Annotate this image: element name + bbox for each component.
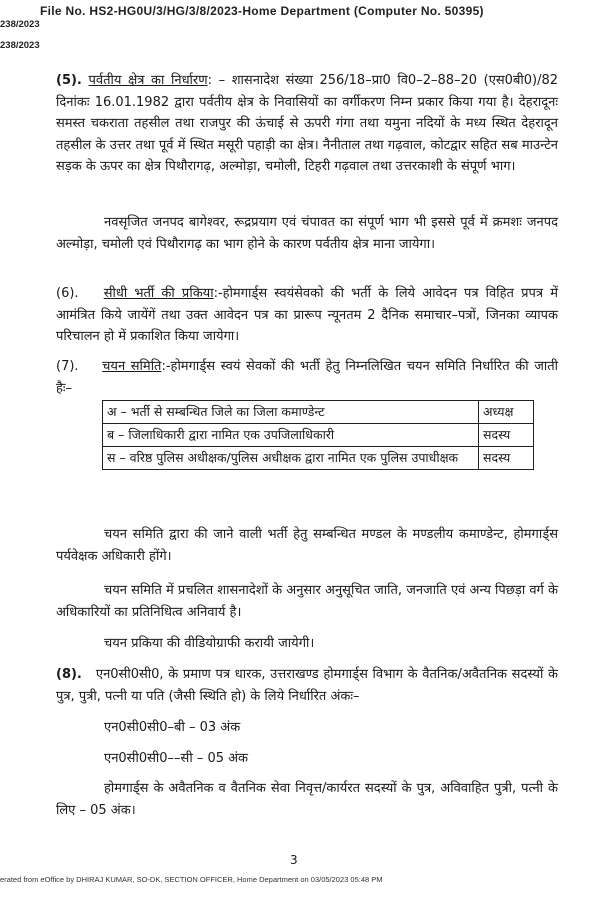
section-8-paragraph (56, 664, 558, 707)
member-cell: स – वरिष्ठ पुलिस अधीक्षक/पुलिस अधीक्षक द्वारा नामित एक पुलिस उपाधीक्षक (103, 447, 479, 470)
role-cell: सदस्य (479, 424, 534, 447)
member-cell: ब – जिलाधिकारी द्वारा नामित एक उपजिलाधिकारी (103, 424, 479, 447)
eoffice-footer: erated from eOffice by DHIRAJ KUMAR, SO-DK, SECTION OFFICER, Home Department on 03/05/2023 05:48 PM (0, 875, 383, 884)
section-8-last-paragraph: होमगार्ड्स के अवैतनिक व वैतनिक सेवा निवृत्त/कार्यरत सदस्यों के पुत्र, अविवाहित पुत्री, पत्नी के लिए – 05 अंक। (56, 781, 558, 818)
side-reference-1: 238/2023 (0, 19, 40, 30)
section-7-note-1: चयन समिति द्वारा की जाने वाली भर्ती हेतु सम्बन्धित मण्डल के मण्डलीय कमाण्डेन्ट, होमगार्ड्स पर्यवेक्षक अधिकारी होंगे। (56, 527, 558, 564)
section-5-paragraph (56, 70, 558, 178)
role-cell: अध्यक्ष (479, 401, 534, 424)
section-6-text: :-होमगार्ड्स स्वयंसेवको की भर्ती के लिये आवेदन पत्र विहित प्रपत्र में आमंत्रित किये जायेंगें तथा उक्त आवेदन पत्र का प्रारूप न्यूनतम 2 दैनिक समाचार–पत्रों, जिनका व्यापक परिचालन हो में प्रकाशित किया जायेगा। (56, 286, 558, 344)
section-6-number: (6). (56, 286, 79, 301)
section-5-paragraph-2: नवसृजित जनपद बागेश्वर, रूद्रप्रयाग एवं चंपावत का संपूर्ण भाग भी इससे पूर्व में क्रमशः जनपद अल्मोड़ा, चमोली एवं पिथौरागढ़ का भाग होने के कारण पर्वतीय क्षेत्र माना जायेगा। (56, 215, 558, 252)
ncc-b-marks: एन0सी0सी0–बी – 03 अंक (104, 720, 241, 735)
section-7-text: :-होमगार्ड्स स्वयं सेवकों की भर्ती हेतु निम्नलिखित चयन समिति निर्धारित की जाती हैः– (56, 359, 558, 396)
role-cell: सदस्य (479, 447, 534, 470)
section-7-number: (7). (56, 359, 79, 374)
section-5-number: (5). (56, 73, 82, 88)
table-row (103, 447, 534, 470)
section-7-heading: चयन समिति (102, 359, 162, 374)
page-number: 3 (290, 853, 298, 867)
section-7-note-2: चयन समिति में प्रचलित शासनादेशों के अनुसार अनुसूचित जाति, जनजाति एवं अन्य पिछड़ा वर्ग के अधिकारियों का प्रतिनिधित्व अनिवार्य है। (56, 583, 558, 620)
section-7-note-3: चयन प्रकिया की वीडियोग्राफी करायी जायेगी। (104, 636, 315, 651)
table-row (103, 401, 534, 424)
table-row (103, 424, 534, 447)
section-5-text: : – शासनादेश संख्या 256/18–प्रा0 वि0–2–88–20 (एस0बी0)/82 दिनांकः 16.01.1982 द्वारा पर्वतीय क्षेत्र के निवासियों का वर्गीकरण निम्न प्रकार किया गया है। देहरादूनः समस्त चकराता तहसील तथा राजपुर की ऊंचाई से ऊपरी गंगा तथा यमुना नदियों के मध्य स्थित देहरादून तहसील के उत्तर तथा पूर्व में स्थित मसूरी पहाड़ी का क्षेत्र। नैनीताल तथा गढ़वाल, कोटद्वार सहित सब माउन्टेन सड़क के ऊपर का क्षेत्र पिथौरागढ़, अल्मोड़ा, चमोली, टिहरी गढ़वाल तथा उत्तरकाशी के संपूर्ण भाग। (56, 73, 558, 174)
section-7-paragraph (56, 356, 558, 399)
selection-committee-table (102, 400, 534, 470)
file-number-header: File No. HS2-HG0U/3/HG/3/8/2023-Home Department (Computer No. 50395) (40, 4, 484, 18)
section-8-number: (8). (56, 667, 82, 682)
ncc-c-marks: एन0सी0सी0––सी – 05 अंक (104, 751, 249, 766)
section-8-text: एन0सी0सी0, के प्रमाण पत्र धारक, उत्तराखण्ड होमगार्ड्स विभाग के वैतनिक/अवैतनिक सदस्यों के पुत्र, पुत्री, पत्नी या पति (जैसी स्थिति हो) के लिये निर्धारित अंकः– (56, 667, 558, 704)
member-cell: अ – भर्ती से सम्बन्धित जिले का जिला कमाण्डेन्ट (103, 401, 479, 424)
section-5-heading: पर्वतीय क्षेत्र का निर्धारण (88, 73, 208, 88)
side-reference-2: 238/2023 (0, 40, 40, 51)
section-6-heading: सीधी भर्ती की प्रकिया (103, 286, 214, 301)
section-6-paragraph (56, 283, 558, 348)
